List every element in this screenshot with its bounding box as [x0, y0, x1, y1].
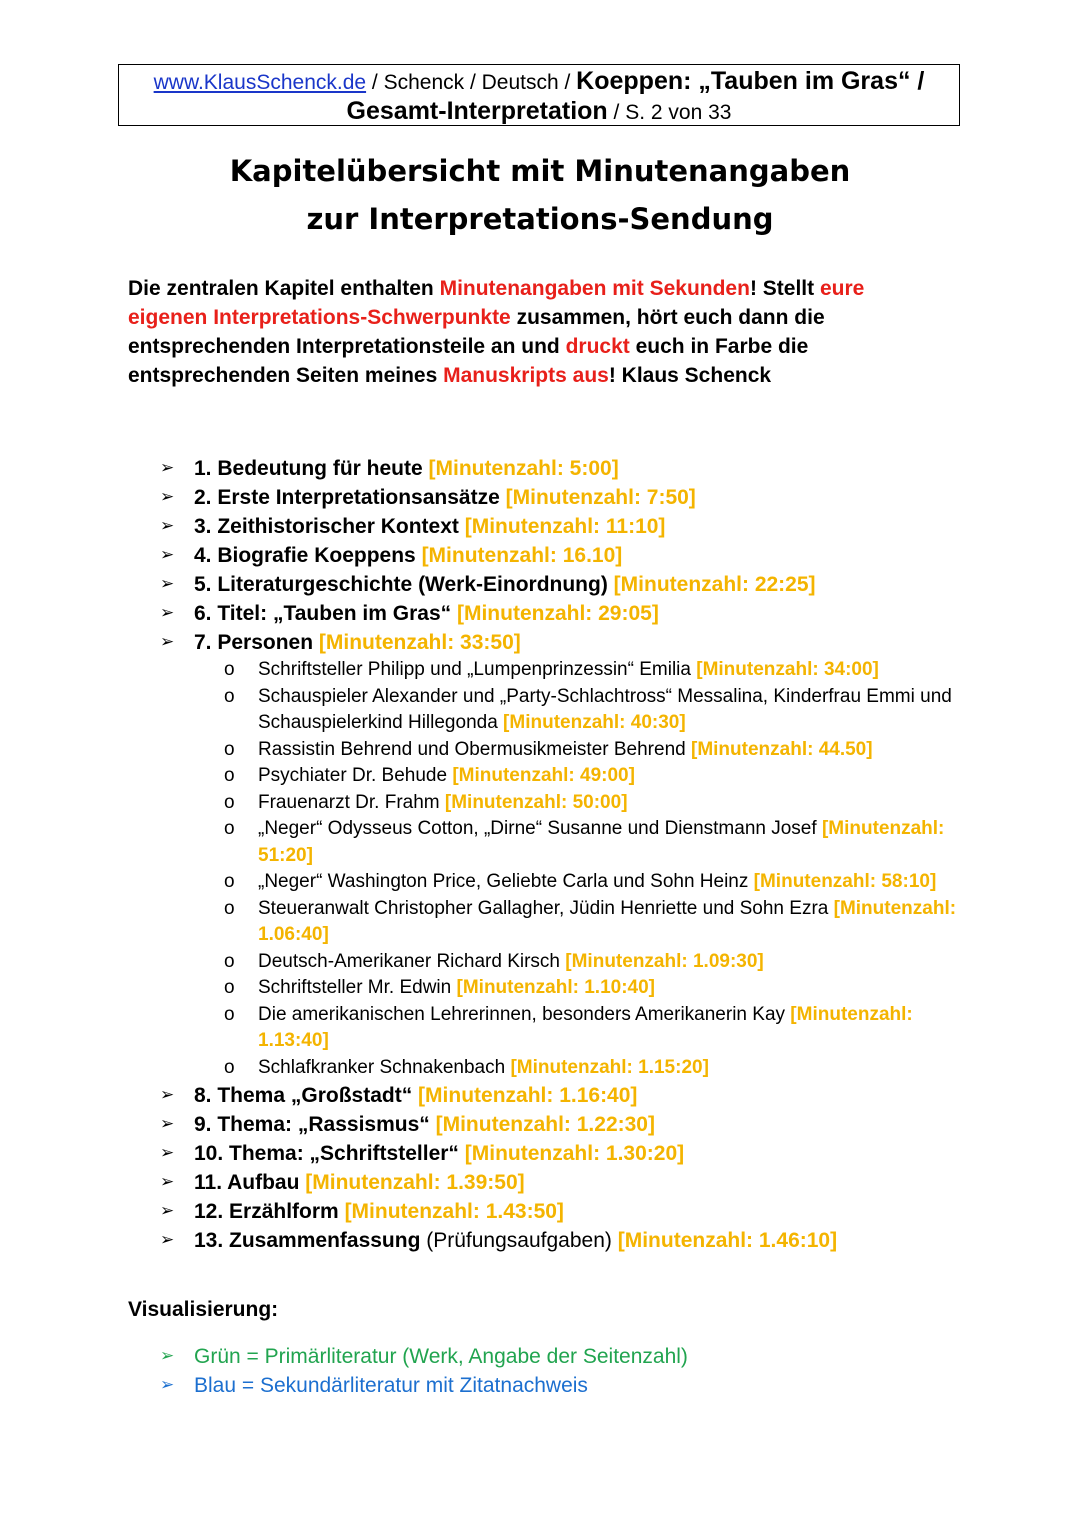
arrow-bullet-icon: ➢ [160, 632, 175, 652]
chapter-item [160, 1081, 980, 1110]
arrow-bullet-icon: ➢ [160, 1346, 175, 1366]
chapter-item [160, 1110, 980, 1139]
page-number: / S. 2 von 33 [607, 101, 732, 124]
chapter-time: [Minutenzahl: 29:05] [456, 602, 659, 625]
visualisierung-heading: Visualisierung: [128, 1298, 279, 1321]
person-time: [Minutenzahl: 1.06:40] [258, 897, 957, 945]
person-text: Schriftsteller Philipp und „Lumpenprinzessin“ Emilia [258, 659, 691, 680]
work-title: Koeppen: „Tauben im Gras“ / [576, 67, 925, 95]
chapter-time: [Minutenzahl: 33:50] [318, 631, 521, 654]
person-item [224, 684, 978, 737]
chapter-item [160, 628, 980, 657]
person-time: [Minutenzahl: 58:10] [753, 871, 937, 892]
person-text: „Neger“ Washington Price, Geliebte Carla und Sohn Heinz [258, 871, 749, 892]
arrow-bullet-icon: ➢ [160, 458, 175, 478]
chapter-title: 10. Thema: „Schriftsteller“ [194, 1142, 459, 1165]
chapter-item [160, 512, 980, 541]
page-header [118, 64, 960, 126]
chapter-time: [Minutenzahl: 16.10] [421, 544, 623, 567]
chapter-title: 8. Thema „Großstadt“ [194, 1084, 413, 1107]
legend-green-text: Grün = Primärliteratur (Werk, Angabe der Seitenzahl) [194, 1345, 688, 1368]
person-text: Deutsch-Amerikaner Richard Kirsch [258, 950, 560, 972]
person-time: [Minutenzahl: 51:20] [258, 818, 945, 866]
legend-blue-text: Blau = Sekundärliteratur mit Zitatnachweis [194, 1374, 588, 1397]
arrow-bullet-icon: ➢ [160, 1172, 175, 1192]
arrow-bullet-icon: ➢ [160, 1230, 175, 1250]
chapter-time: [Minutenzahl: 1.39:50] [305, 1171, 525, 1194]
circle-bullet-icon: o [224, 1003, 235, 1025]
person-item [224, 896, 978, 949]
circle-bullet-icon: o [224, 738, 235, 760]
person-text: Frauenarzt Dr. Frahm [258, 791, 440, 813]
chapter-list [160, 454, 980, 1255]
chapter-time: [Minutenzahl: 11:10] [464, 515, 666, 538]
breadcrumb: / Schenck / Deutsch / [366, 71, 577, 94]
circle-bullet-icon: o [224, 897, 235, 919]
chapter-time: [Minutenzahl: 7:50] [505, 486, 696, 509]
circle-bullet-icon: o [224, 791, 235, 813]
person-time: [Minutenzahl: 1.10:40] [456, 977, 655, 998]
arrow-bullet-icon: ➢ [160, 574, 175, 594]
website-link[interactable]: www.KlausSchenck.de [153, 71, 367, 94]
arrow-bullet-icon: ➢ [160, 1375, 175, 1395]
intro-paragraph: Die zentralen Kapitel enthalten Minutenangaben mit Sekunden! Stellt eure eigenen Interpretations-Schwerpunkte zusammen, hört euch dann die entsprechenden Interpretationsteile an und druckt euch in Farbe die entsprechenden Seiten meines Manuskripts aus! Klaus Schenck [128, 277, 865, 387]
header-line-1 [119, 67, 959, 97]
person-item [224, 949, 978, 976]
person-item [224, 816, 978, 869]
person-item [224, 975, 978, 1002]
arrow-bullet-icon: ➢ [160, 1085, 175, 1105]
arrow-bullet-icon: ➢ [160, 1201, 175, 1221]
page-title-line-1: Kapitelübersicht mit Minutenangaben [229, 154, 851, 188]
person-time: [Minutenzahl: 1.15:20] [510, 1056, 709, 1078]
chapter-item [160, 1226, 980, 1255]
arrow-bullet-icon: ➢ [160, 603, 175, 623]
person-text: Schauspieler Alexander und „Party-Schlachtross“ Messalina, Kinderfrau Emmi und Schauspielerkind Hillegonda [258, 685, 952, 733]
chapter-title: 2. Erste Interpretationsansätze [194, 486, 500, 509]
legend-blue [160, 1371, 688, 1400]
chapter-note: (Prüfungsaufgaben) [426, 1229, 612, 1252]
document-part: Gesamt-Interpretation [346, 97, 608, 125]
circle-bullet-icon: o [224, 871, 235, 892]
circle-bullet-icon: o [224, 818, 235, 839]
chapter-title: 9. Thema: „Rassismus“ [194, 1113, 430, 1136]
person-text: Steueranwalt Christopher Gallagher, Jüdin Henriette und Sohn Ezra [258, 897, 829, 919]
chapter-time: [Minutenzahl: 22:25] [613, 573, 816, 596]
chapter-time: [Minutenzahl: 1.22:30] [435, 1113, 655, 1136]
chapter-title: 11. Aufbau [194, 1171, 300, 1194]
circle-bullet-icon: o [224, 950, 235, 972]
chapter-item [160, 483, 980, 512]
header-line-2 [119, 97, 959, 127]
circle-bullet-icon: o [224, 659, 235, 680]
person-item [224, 737, 978, 764]
person-item [224, 790, 978, 817]
chapter-title: 1. Bedeutung für heute [194, 457, 423, 480]
person-time: [Minutenzahl: 49:00] [452, 765, 635, 786]
arrow-bullet-icon: ➢ [160, 487, 175, 507]
chapter-time: [Minutenzahl: 1.16:40] [418, 1084, 638, 1107]
person-item [224, 1002, 978, 1055]
chapter-title: 4. Biografie Koeppens [194, 544, 416, 567]
person-text: Die amerikanischen Lehrerinnen, besonders Amerikanerin Kay [258, 1003, 786, 1025]
person-text: Schriftsteller Mr. Edwin [258, 977, 452, 998]
circle-bullet-icon: o [224, 765, 235, 786]
person-item [224, 657, 978, 684]
chapter-title: 6. Titel: „Tauben im Gras“ [194, 602, 452, 625]
chapter-item [160, 599, 980, 628]
person-time: [Minutenzahl: 34:00] [696, 659, 879, 680]
person-time: [Minutenzahl: 44.50] [691, 738, 873, 760]
chapter-title: 13. Zusammenfassung [194, 1229, 421, 1252]
chapter-item [160, 1168, 980, 1197]
chapter-title: 7. Personen [194, 631, 314, 654]
chapter-item [160, 541, 980, 570]
circle-bullet-icon: o [224, 977, 235, 998]
circle-bullet-icon: o [224, 1056, 235, 1078]
person-text: Schlafkranker Schnakenbach [258, 1056, 506, 1078]
person-time: [Minutenzahl: 1.09:30] [565, 950, 764, 972]
person-item [224, 869, 978, 896]
person-text: Rassistin Behrend und Obermusikmeister Behrend [258, 738, 686, 760]
legend-green [160, 1342, 688, 1371]
chapter-title: 12. Erzählform [194, 1200, 339, 1223]
arrow-bullet-icon: ➢ [160, 1114, 175, 1134]
arrow-bullet-icon: ➢ [160, 1143, 175, 1163]
person-text: Psychiater Dr. Behude [258, 765, 448, 786]
chapter-title: 3. Zeithistorischer Kontext [194, 515, 459, 538]
circle-bullet-icon: o [224, 685, 235, 707]
person-item [224, 763, 978, 790]
person-time: [Minutenzahl: 40:30] [503, 712, 686, 733]
chapter-item [160, 1139, 980, 1168]
chapter-title: 5. Literaturgeschichte (Werk-Einordnung) [194, 573, 608, 596]
chapter-time: [Minutenzahl: 1.43:50] [344, 1200, 564, 1223]
person-text: „Neger“ Odysseus Cotton, „Dirne“ Susanne und Dienstmann Josef [258, 818, 817, 839]
chapter-item [160, 454, 980, 483]
chapter-time: [Minutenzahl: 1.46:10] [617, 1229, 838, 1252]
person-time: [Minutenzahl: 1.13:40] [258, 1003, 913, 1051]
person-item [224, 1055, 978, 1082]
chapter-item [160, 1197, 980, 1226]
chapter-item [160, 570, 980, 599]
arrow-bullet-icon: ➢ [160, 545, 175, 565]
page-title-line-2: zur Interpretations-Sendung [306, 202, 774, 236]
chapter-time: [Minutenzahl: 5:00] [428, 457, 619, 480]
arrow-bullet-icon: ➢ [160, 516, 175, 536]
person-time: [Minutenzahl: 50:00] [444, 791, 628, 813]
chapter-time: [Minutenzahl: 1.30:20] [464, 1142, 685, 1165]
visualisierung-list [160, 1342, 688, 1400]
